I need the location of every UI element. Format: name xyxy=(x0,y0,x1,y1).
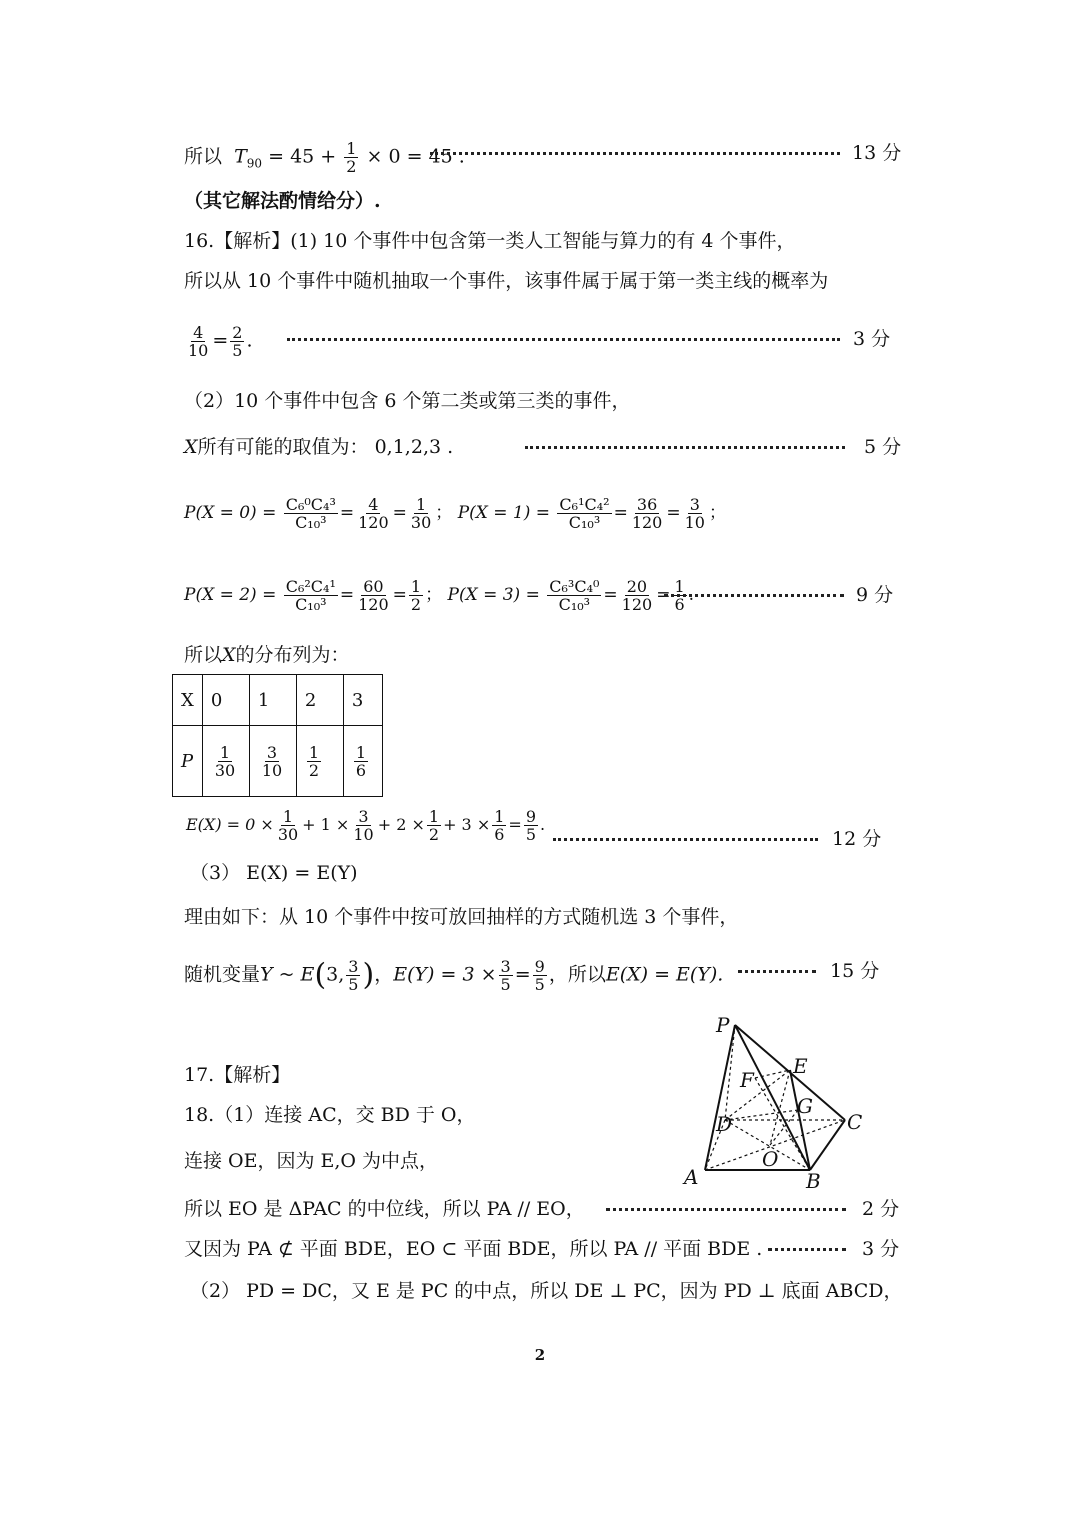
label-P: P xyxy=(716,1013,730,1037)
fraction: $\frac{1}{2}$ xyxy=(346,139,357,176)
note-other-methods: （其它解法酌情给分）. xyxy=(184,190,381,212)
dist-intro: 所以X的分布列为： xyxy=(184,644,350,666)
table-cell: P xyxy=(173,726,203,797)
q18-midline: 所以 EO 是 ΔPAC 的中位线，所以 PA // EO， xyxy=(184,1198,585,1220)
text: 所以 xyxy=(184,145,223,168)
random-variable-line: 随机变量Y ~ E(3, $\frac{3}{5}$ )，E(Y) = 3 × $\frac{3}{5}$ = $\frac{9}{5}$ ，所以E(X) = E(Y). xyxy=(184,957,724,994)
q16-prob-result: $\frac{4}{10}$ = $\frac{2}{5}$ . xyxy=(188,323,253,360)
q16-part2: （2）10 个事件中包含 6 个第二类或第三类的事件， xyxy=(184,390,631,412)
score-13: 13 分 xyxy=(852,142,902,164)
table-cell: 1 xyxy=(249,675,296,726)
page-number: 2 xyxy=(534,1346,546,1364)
table-cell: 2 xyxy=(296,675,343,726)
q16-part1: 16.【解析】(1) 10 个事件中包含第一类人工智能与算力的有 4 个事件， xyxy=(184,230,796,252)
q17-heading: 17.【解析】 xyxy=(184,1064,291,1086)
score-15: 15 分 xyxy=(830,960,880,982)
table-cell: $\frac{1}{6}$ xyxy=(343,726,382,797)
table-cell: $\frac{1}{2}$ xyxy=(296,726,343,797)
dotted-leader xyxy=(768,1248,846,1251)
dotted-leader xyxy=(287,338,840,341)
dotted-leader xyxy=(738,970,816,973)
score-5: 5 分 xyxy=(864,436,902,458)
dotted-leader xyxy=(553,838,818,841)
q16-prob-text: 所以从 10 个事件中随机抽取一个事件，该事件属于属于第一类主线的概率为 xyxy=(184,270,829,292)
label-E: E xyxy=(793,1054,808,1078)
text: = 45 + xyxy=(268,145,337,168)
label-D: D xyxy=(716,1112,733,1136)
text: × 0 = 45 . xyxy=(366,145,465,168)
table-cell: X xyxy=(173,675,203,726)
prob-x2-x3: P(X = 2) = $\frac{\text{C₆²C₄¹}}{\text{C₁₀³}}$ = $\frac{60}{120}$ = $\frac{1}{2}$ ； P(X = 3) = $\frac{\text{C₆³C₄⁰}}{\text{C₁₀³}}$ = $\frac{20}{120}$ = $\frac{1}{6}$ . xyxy=(184,577,695,614)
subscript: 90 xyxy=(246,156,263,171)
label-A: A xyxy=(684,1165,699,1189)
label-G: G xyxy=(797,1094,813,1118)
q16-values: X所有可能的取值为： 0,1,2,3 . xyxy=(184,436,454,458)
expectation-x: E(X) = 0 × $\frac{1}{30}$ + 1 × $\frac{3}{10}$ + 2 × $\frac{1}{2}$ + 3 × $\frac{1}{6}$ = $\frac{9}{5}$ . xyxy=(186,807,546,844)
table-cell: 0 xyxy=(202,675,249,726)
pyramid-figure xyxy=(680,1010,870,1195)
score-2: 2 分 xyxy=(862,1198,900,1220)
label-F: F xyxy=(740,1068,754,1092)
score-12: 12 分 xyxy=(832,828,882,850)
table-cell: 3 xyxy=(343,675,382,726)
fraction: $\frac{4}{10}$ xyxy=(188,323,209,360)
q16-part3: （3） E(X) = E(Y) xyxy=(190,862,358,884)
q18-part1: 18.（1）连接 AC，交 BD 于 O， xyxy=(184,1104,476,1126)
score-3: 3 分 xyxy=(853,328,891,350)
dotted-leader xyxy=(664,594,844,597)
label-O: O xyxy=(762,1147,779,1171)
dotted-leader xyxy=(430,152,840,155)
score-9: 9 分 xyxy=(856,584,894,606)
label-B: B xyxy=(806,1169,821,1193)
dotted-leader xyxy=(525,446,845,449)
prob-x0-x1: P(X = 0) = $\frac{\text{C₆⁰C₄³}}{\text{C₁₀³}}$ = $\frac{4}{120}$ = $\frac{1}{30}$ ； P(X = 1) = $\frac{\text{C₆¹C₄²}}{\text{C₁₀³}}$ = $\frac{36}{120}$ = $\frac{3}{10}$ ； xyxy=(184,495,726,532)
reason-text: 理由如下：从 10 个事件中按可放回抽样的方式随机选 3 个事件， xyxy=(184,906,739,928)
dotted-leader xyxy=(606,1208,846,1211)
fraction: $\frac{2}{5}$ xyxy=(232,323,243,360)
q18-part2: （2） PD = DC，又 E 是 PC 的中点，所以 DE ⊥ PC，因为 PD ⊥ 底面 ABCD， xyxy=(190,1280,903,1302)
distribution-table xyxy=(172,674,383,797)
line-t90 xyxy=(184,140,465,176)
label-C: C xyxy=(847,1110,863,1134)
table-cell: $\frac{3}{10}$ xyxy=(249,726,296,797)
q18-parallel-plane: 又因为 PA ⊄ 平面 BDE，EO ⊂ 平面 BDE，所以 PA // 平面 BDE . xyxy=(184,1238,763,1260)
table-cell: $\frac{1}{30}$ xyxy=(202,726,249,797)
score-3b: 3 分 xyxy=(862,1238,900,1260)
q18-connect-oe: 连接 OE，因为 E,O 为中点， xyxy=(184,1150,439,1172)
var-t: T xyxy=(234,145,247,168)
